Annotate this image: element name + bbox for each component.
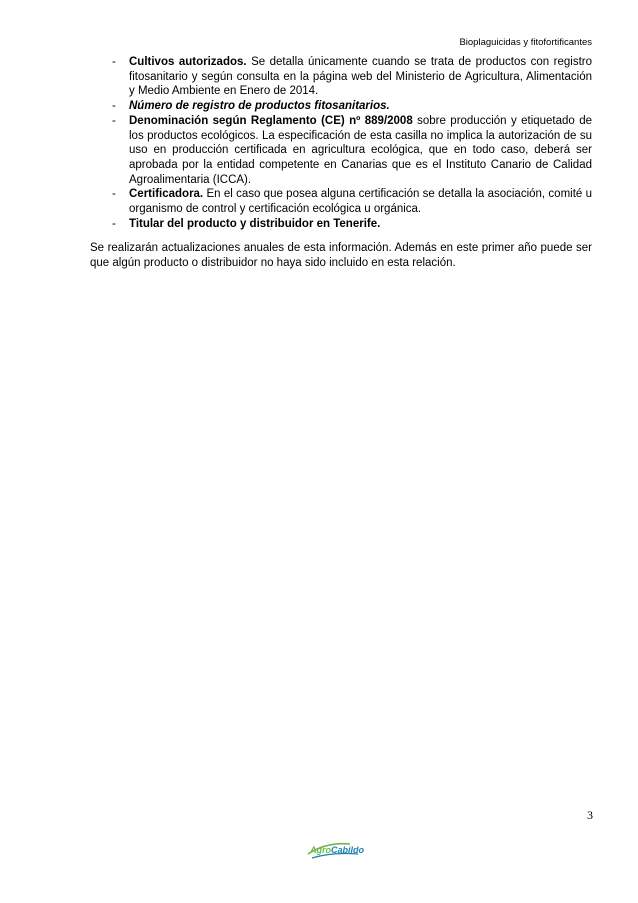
list-item-cultivos	[90, 55, 592, 99]
list-item-term: Cultivos autorizados.	[129, 56, 247, 68]
logo-wordmark	[310, 845, 364, 855]
list-item-text: Se detalla únicamente cuando se trata de productos con registro fitosanitario y según consulta en la página web del Ministerio de Agricultura, Alimentación y Medio Ambiente en Enero de 2014.	[129, 56, 592, 98]
list-bullet: -	[112, 217, 116, 230]
list-item-titular	[90, 217, 592, 232]
logo-part-agro: Agro	[310, 845, 331, 855]
list-bullet: -	[112, 56, 116, 68]
list-item-registro	[90, 99, 592, 114]
running-header: Bioplaguicidas y fitofortificantes	[459, 37, 592, 48]
list-bullet: -	[112, 114, 116, 127]
closing-paragraph: Se realizarán actualizaciones anuales de esta información. Además en este primer año puede ser que algún producto o distribuidor no haya sido incluido en esta relación.	[90, 242, 592, 270]
list-item-certificadora	[90, 187, 592, 216]
agrocabildo-logo	[306, 838, 362, 864]
page-number: 3	[587, 808, 593, 822]
definition-list	[90, 55, 592, 231]
list-bullet: -	[112, 100, 116, 113]
list-item-term: Denominación según Reglamento (CE) nº 889/2008	[129, 114, 413, 127]
list-item-term: Certificadora.	[129, 188, 204, 201]
list-item-denominacion	[90, 114, 592, 188]
logo-part-cabildo: Cabildo	[331, 845, 364, 855]
list-item-text: sobre producción y etiquetado de los productos ecológicos. La especificación de esta casilla no implica la autorización de su uso en producción certificada en agricultura ecológica, que en todo caso, deberá ser aprobada por la entidad competente en Canarias que es el Instituto Canario de Calidad Agroalimentaria (ICCA).	[129, 114, 593, 186]
list-bullet: -	[112, 188, 116, 201]
list-item-text: En el caso que posea alguna certificación se detalla la asociación, comité u organismo de control y certificación ecológica u orgánica.	[129, 188, 592, 216]
list-item-term: Titular del producto y distribuidor en Tenerife.	[129, 217, 381, 230]
main-content	[90, 55, 592, 271]
list-item-term: Número de registro de productos fitosanitarios.	[129, 100, 390, 113]
